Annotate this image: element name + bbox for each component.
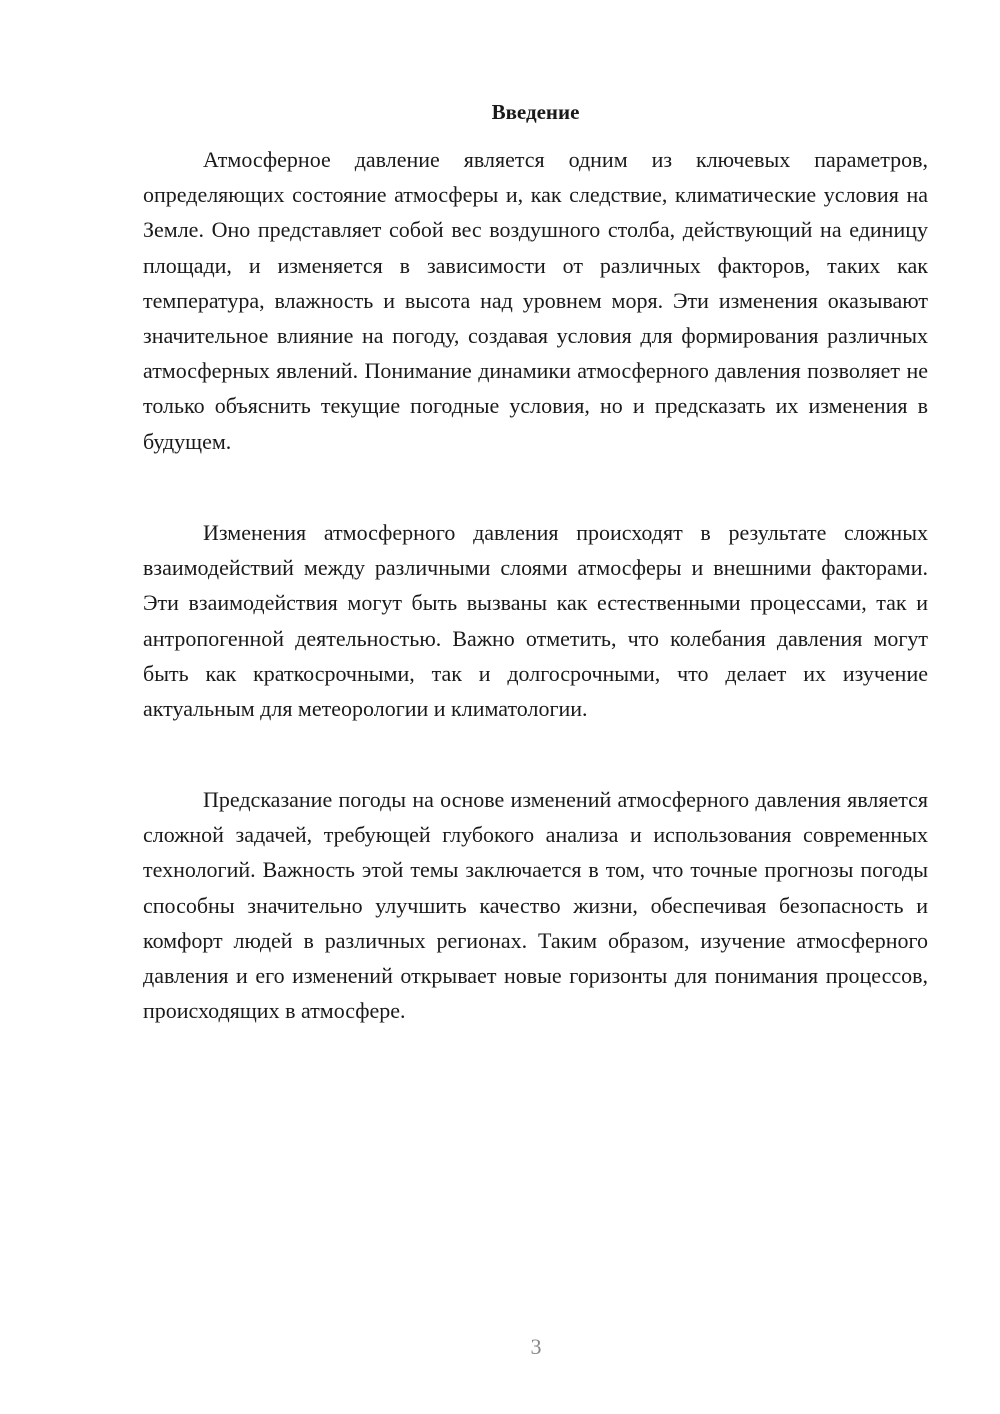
paragraph-1: Атмосферное давление является одним из ключевых параметров, определяющих состояние атмосферы и, как следствие, климатические условия на Земле. Оно представляет собой вес воздушного столба, действующий на единицу площади, и изменяется в зависимости от различных факторов, таких как температура, влажность и высота над уровнем моря. Эти изменения оказывают значительное влияние на погоду, создавая условия для формирования различных атмосферных явлений. Понимание динамики атмосферного давления позволяет не только объяснить текущие погодные условия, но и предсказать их изменения в будущем. — [143, 147, 928, 454]
section-title: Введение — [491, 100, 580, 124]
paragraph-3: Предсказание погоды на основе изменений атмосферного давления является сложной задачей, требующей глубокого анализа и использования современных технологий. Важность этой темы заключается в том, что точные прогнозы погоды способны значительно улучшить качество жизни, обеспечивая безопасность и комфорт людей в различных регионах. Таким образом, изучение атмосферного давления и его изменений открывает новые горизонты для понимания процессов, происходящих в атмосфере. — [143, 787, 928, 1024]
paragraph-2: Изменения атмосферного давления происходят в результате сложных взаимодействий между различными слоями атмосферы и внешними факторами. Эти взаимодействия могут быть вызваны как естественными процессами, так и антропогенной деятельностью. Важно отметить, что колебания давления могут быть как краткосрочными, так и долгосрочными, что делает их изучение актуальным для метеорологии и климатологии. — [143, 520, 928, 722]
page-number: 3 — [530, 1334, 542, 1359]
